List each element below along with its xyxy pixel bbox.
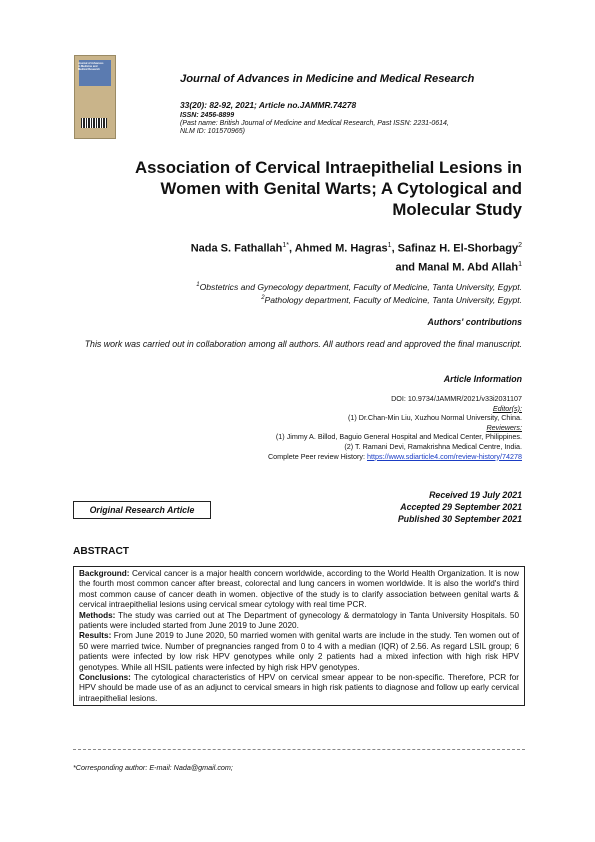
barcode-icon (81, 118, 107, 128)
received-date: Received 19 July 2021 (429, 490, 522, 500)
affiliation: $^2$Pathology department, Faculty of Medicine, Tanta University, Egypt. (261, 294, 522, 305)
author-name: , Ahmed M. Hagras (289, 242, 388, 255)
abstract-box (73, 566, 525, 706)
journal-cover-image (74, 55, 116, 139)
peer-review-history: Complete Peer review History: https://www.sdiarticle4.com/review-history/74278 (267, 451, 522, 461)
article-info-heading: Article Information (443, 374, 522, 384)
affiliation: $^1$Obstetrics and Gynecology department, Faculty of Medicine, Tanta University, Egypt. (196, 281, 522, 292)
abstract-results: Results: From June 2019 to June 2020, 50 married women with genital warts are include in the study. Ten women out of 50 were married twice. Number of pregnancies ranged from 0 to 4 with a median (IQR) of 2.56. As regard LSIL group; 6 patients were infected by low risk HPV genotypes while only 2 patients had a mixed infection with high risk HPV genotypes. While all HSIL patients were infected by high risk HPV genotypes. (79, 631, 519, 672)
journal-name: Journal of Advances in Medicine and Medical Research (180, 73, 475, 85)
editor: (1) Dr.Chan-Min Liu, Xuzhou Normal University, China. (347, 413, 522, 423)
article-info (162, 394, 522, 461)
published-date: Published 30 September 2021 (397, 514, 522, 524)
publication-dates (398, 489, 522, 525)
reviewer: (2) T. Ramani Devi, Ramakrishna Medical Centre, India. (344, 441, 522, 451)
abstract-methods: Methods: The study was carried out at The Department of gynecology & dermatology in Tanta University Hospitals. 50 patients were included started from June 2019 to June 2020. (79, 610, 519, 631)
peer-review-link[interactable]: https://www.sdiarticle4.com/review-history/74278 (367, 451, 522, 461)
reviewers-label: Reviewers: (486, 422, 522, 432)
abstract-conclusions: Conclusions: The cytological characteristics of HPV on cervical smear appear to be non-specific. Therefore, PCR for HPV should be made use of as an adjunct to cervical smears in high risk patients to diagnose and follow up early cervical intraepithelial lesions. (79, 673, 519, 703)
editors-label: Editor(s): (492, 403, 522, 413)
nlm-id: NLM ID: 101570965) (180, 128, 245, 135)
article-type-badge: Original Research Article (73, 501, 211, 519)
author-name: , Safinaz H. El-Shorbagy (391, 242, 519, 255)
author-name: and Manal M. Abd Allah (395, 261, 519, 274)
author-list: Nada S. Fathallah$^{1*}$, Ahmed M. Hagras$^1$, Safinaz H. El-Shorbagy$^2$ and Manal M. Abd Allah$^1$ (190, 242, 522, 274)
doi: DOI: 10.9734/JAMMR/2021/v33i2031107 (391, 394, 522, 403)
paper-title: Association of Cervical Intraepithelial Lesions in Women with Genital Warts; A Cytological and Molecular Study (134, 158, 522, 219)
cover-title: Journal of Advances in Medicine and Medical Research (78, 62, 104, 71)
contributions-text: This work was carried out in collaboration among all authors. All authors read and approved the final manuscript. (84, 339, 522, 349)
corresponding-author-footnote: *Corresponding author: E-mail: Nada@gmail.com; (73, 763, 233, 772)
footnote-divider (73, 749, 525, 750)
abstract-background: Background: Cervical cancer is a major health concern worldwide, according to the World Health Organization. It is now the fourth most common cancer after breast, colorectal and lung cancers in women worldwide. It is also the world's third most common cause of cancer death in women. objective of the study is to clarify association between genital warts & cervical intraepithelial lesions using cervical smear cytology with real time PCR. (79, 569, 519, 610)
citation: 33(20): 82-92, 2021; Article no.JAMMR.74278 (180, 100, 357, 110)
past-name: (Past name: British Journal of Medicine and Medical Research, Past ISSN: 2231-0614, (180, 120, 449, 127)
author-name: Nada S. Fathallah (190, 242, 283, 255)
abstract-heading: ABSTRACT (73, 546, 130, 557)
contributions-heading: Authors' contributions (427, 317, 522, 327)
accepted-date: Accepted 29 September 2021 (400, 502, 522, 512)
affiliations (82, 280, 522, 306)
reviewer: (1) Jimmy A. Billod, Baguio General Hospital and Medical Center, Philippines. (275, 432, 522, 442)
issn: ISSN: 2456-8899 (180, 112, 235, 119)
